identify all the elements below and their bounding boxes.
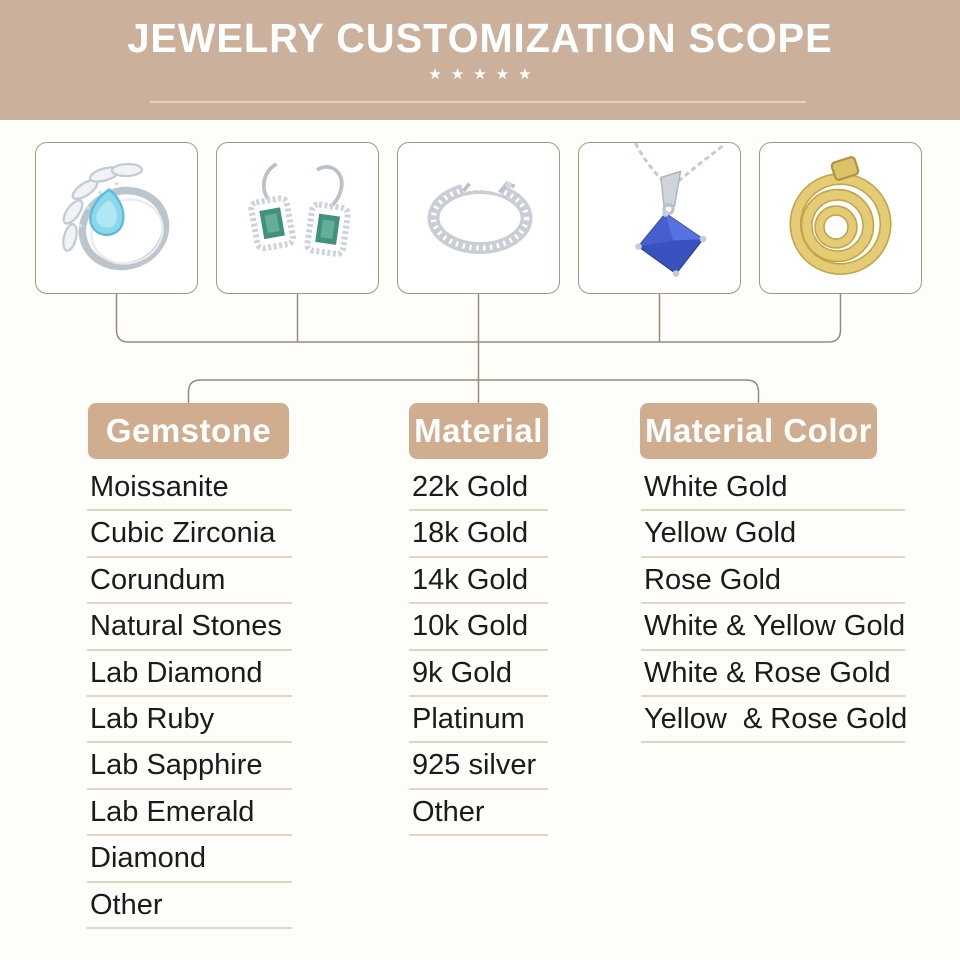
list-item: Platinum (409, 697, 548, 743)
list-item: Yellow Gold (641, 511, 905, 557)
header-band (0, 0, 960, 120)
product-card-bracelet (397, 142, 560, 294)
gold-chain-icon (760, 143, 921, 293)
product-card-pendant (578, 142, 741, 294)
list-item: 925 silver (409, 743, 548, 789)
product-card-chain (759, 142, 922, 294)
material-color-header: Material Color (640, 403, 877, 459)
list-item: Diamond (87, 836, 292, 882)
list-item: Moissanite (87, 465, 292, 511)
list-item: Corundum (87, 558, 292, 604)
product-card-ring (35, 142, 198, 294)
list-item: Lab Emerald (87, 790, 292, 836)
bracelet-icon (398, 143, 559, 293)
list-item: 10k Gold (409, 604, 548, 650)
list-item: White & Yellow Gold (641, 604, 905, 650)
list-item: Lab Sapphire (87, 743, 292, 789)
list-item: White Gold (641, 465, 905, 511)
list-item: Other (409, 790, 548, 836)
earrings-icon (217, 143, 378, 293)
ring-icon (36, 143, 197, 293)
list-item: Lab Diamond (87, 651, 292, 697)
material-color-list (641, 465, 908, 743)
material-header: Material (409, 403, 548, 459)
list-item: 18k Gold (409, 511, 548, 557)
header-divider (150, 101, 806, 103)
list-item: Rose Gold (641, 558, 905, 604)
list-item: 14k Gold (409, 558, 548, 604)
pendant-necklace-icon (579, 143, 740, 293)
list-item: Cubic Zirconia (87, 511, 292, 557)
five-stars-icon: ★★★★★ (428, 66, 541, 83)
product-card-earrings (216, 142, 379, 294)
list-item: Other (87, 883, 292, 929)
gemstone-header: Gemstone (88, 403, 289, 459)
gemstone-list (87, 465, 292, 929)
list-item: Yellow & Rose Gold (641, 697, 905, 743)
material-list (409, 465, 548, 836)
list-item: Lab Ruby (87, 697, 292, 743)
list-item: Natural Stones (87, 604, 292, 650)
list-item: 9k Gold (409, 651, 548, 697)
list-item: 22k Gold (409, 465, 548, 511)
page-title: JEWELRY CUSTOMIZATION SCOPE (127, 15, 833, 61)
list-item: White & Rose Gold (641, 651, 905, 697)
